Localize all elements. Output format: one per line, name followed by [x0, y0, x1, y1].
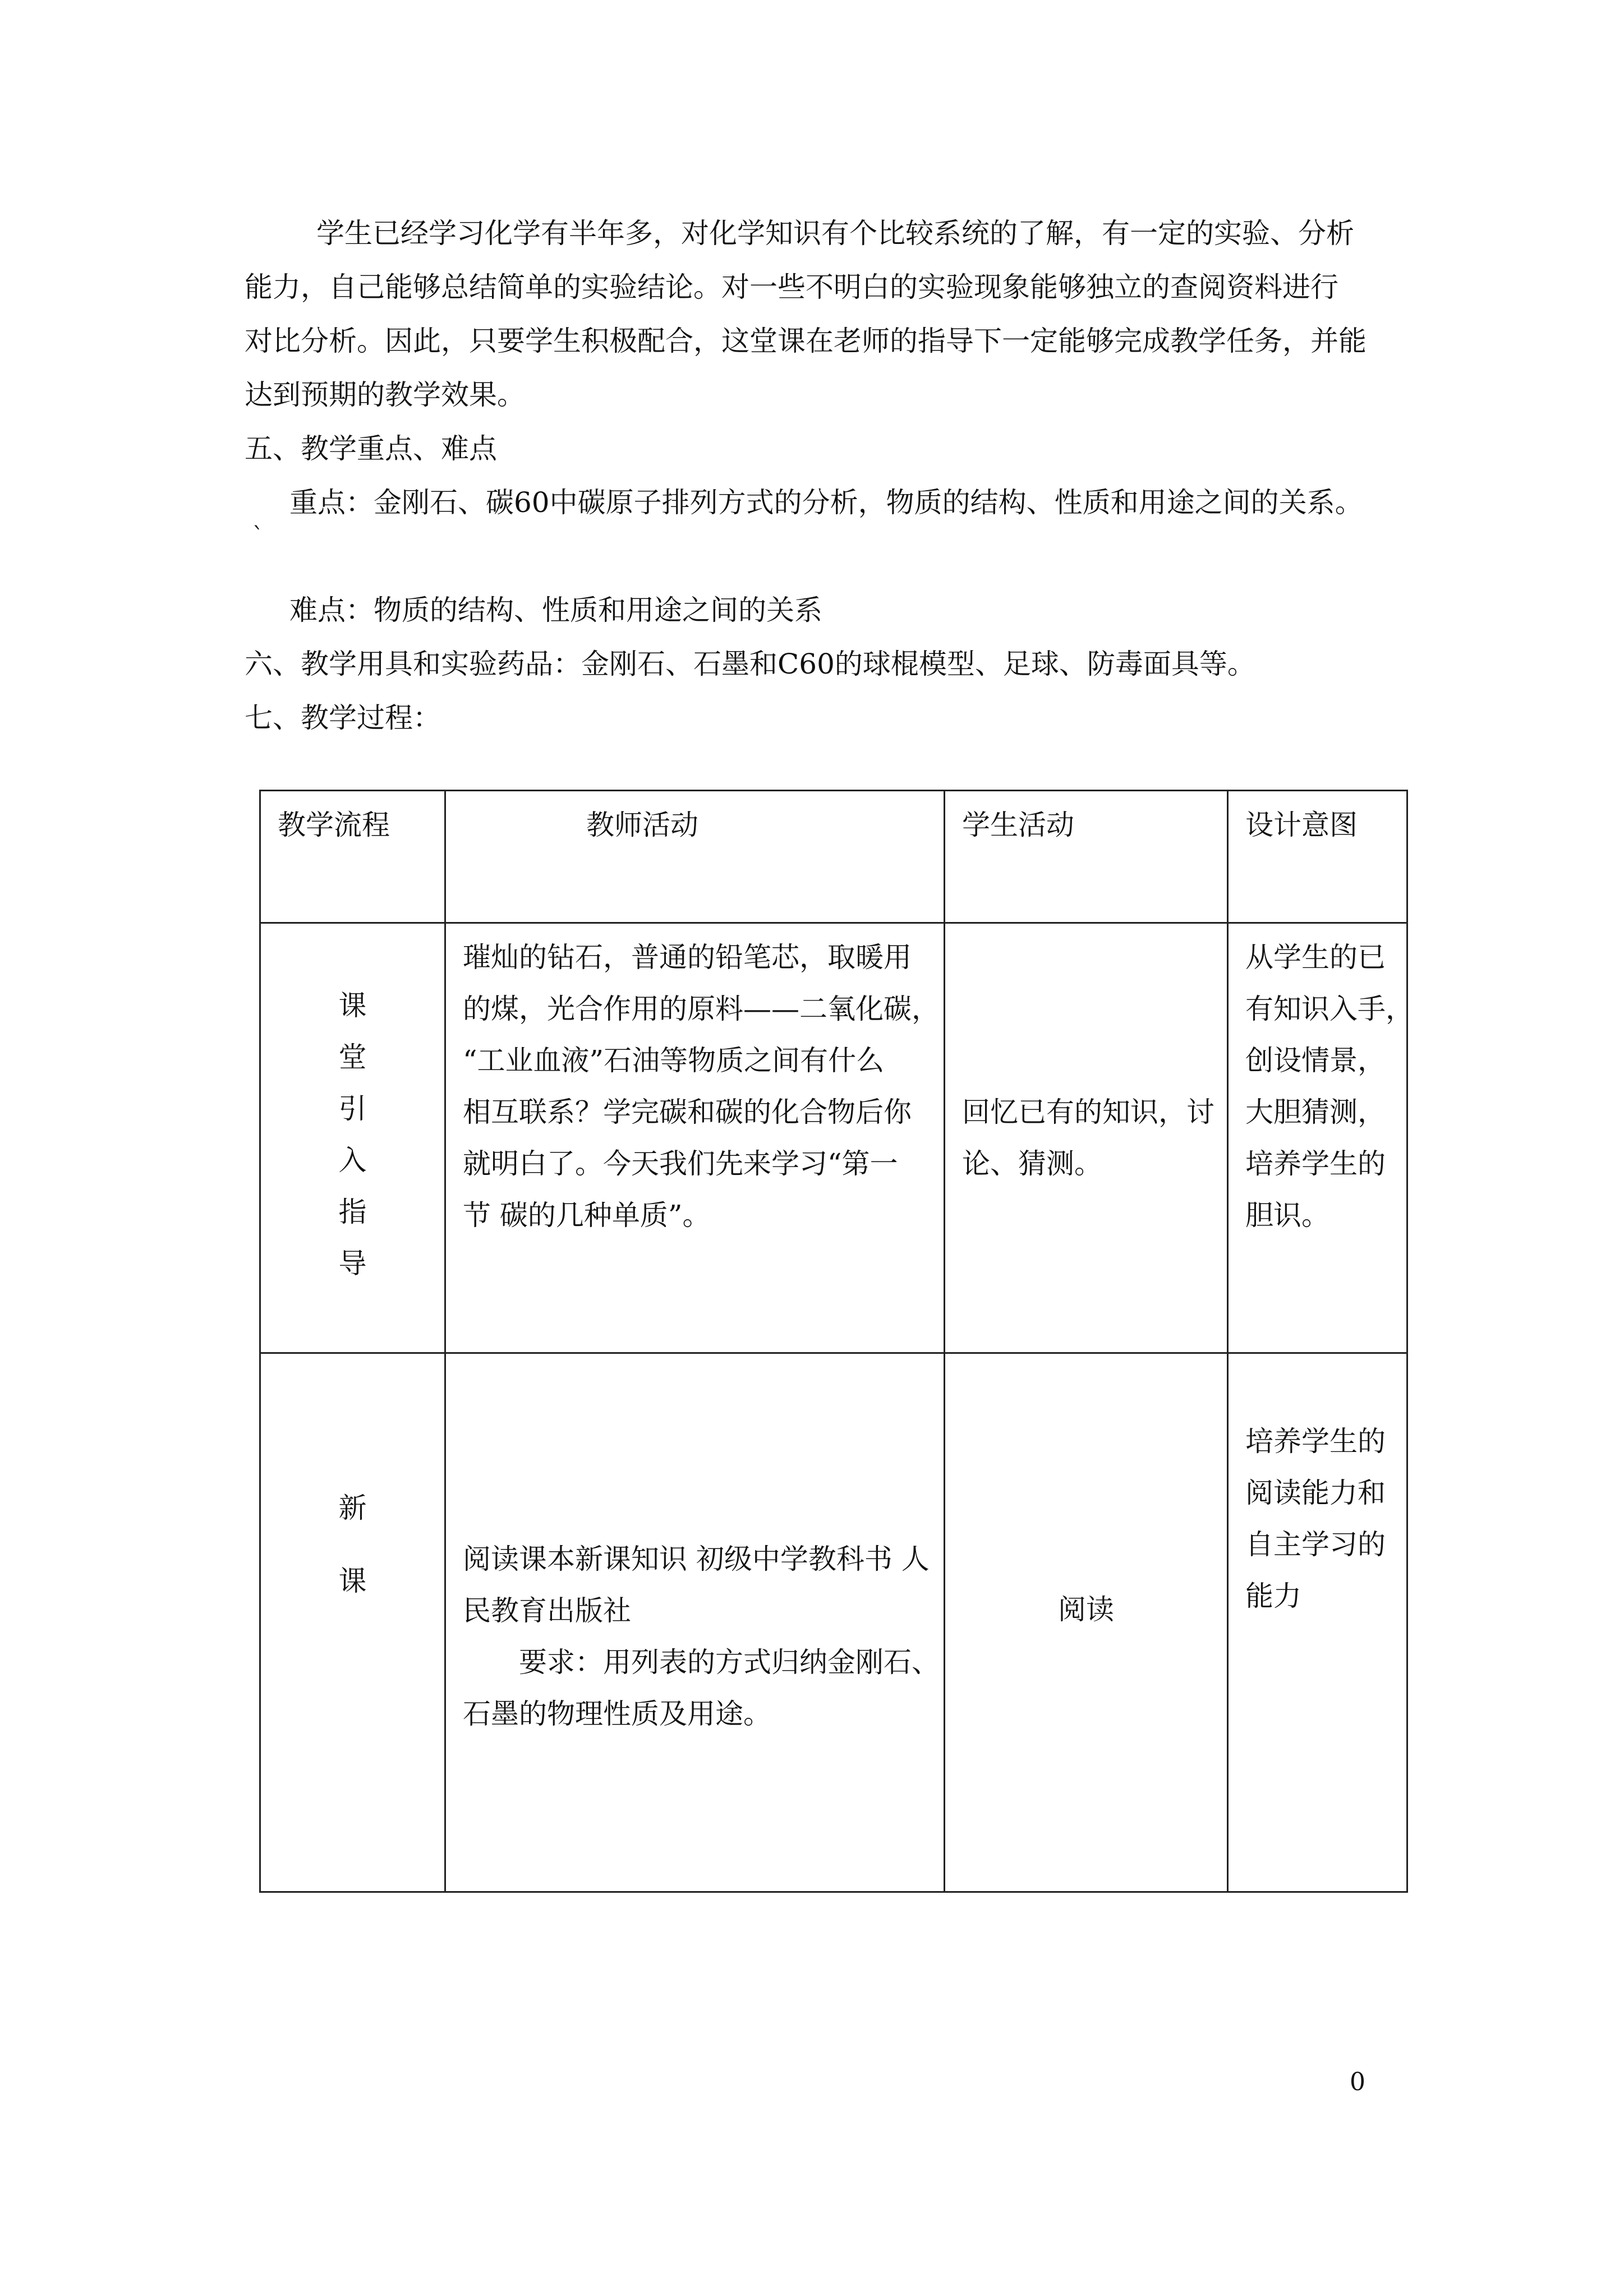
- intent-line: 大胆猜测，: [1245, 1096, 1386, 1128]
- header-flow: 教学流程: [260, 791, 445, 923]
- teacher-line: 阅读课本新课知识 初级中学教科书 人: [463, 1543, 930, 1575]
- intent-cell-intro: [1228, 923, 1414, 1353]
- flow-char: 堂: [338, 1041, 367, 1073]
- intent-cell-new-lesson: [1228, 1353, 1407, 1892]
- intent-line: 自主学习的: [1245, 1528, 1386, 1561]
- flow-char: 指: [338, 1196, 367, 1228]
- teacher-line: 的煤，光合作用的原料——二氧化碳，: [463, 993, 940, 1025]
- flow-char: 课: [338, 1565, 367, 1597]
- flow-char: 新: [338, 1492, 367, 1524]
- key-point-text: 重点：金刚石、碳60中碳原子排列方式的分析，物质的结构、性质和用途之间的关系。: [289, 486, 1363, 519]
- teacher-line: 节 碳的几种单质”。: [463, 1199, 711, 1232]
- teacher-line: 璀灿的钻石，普通的铅笔芯，取暖用: [463, 941, 912, 974]
- intro-paragraph: [245, 206, 1400, 422]
- stray-mark: `: [252, 523, 264, 549]
- teacher-line: 相互联系？学完碳和碳的化合物后你: [463, 1096, 912, 1128]
- intent-line: 创设情景，: [1245, 1044, 1386, 1077]
- intent-line: 有知识入手，: [1245, 993, 1414, 1025]
- intent-line: 培养学生的: [1245, 1425, 1386, 1458]
- section5-heading: 五、教学重点、难点: [245, 432, 497, 465]
- teacher-cell-new-lesson: [445, 1353, 945, 1892]
- table-header-row: [260, 791, 1407, 923]
- intro-line: 能力，自己能够总结简单的实验结论。对一些不明白的实验现象能够独立的查阅资料进行: [245, 271, 1338, 303]
- intent-line: 培养学生的: [1245, 1147, 1386, 1180]
- student-line: 论、猜测。: [962, 1147, 1102, 1180]
- teacher-cell-intro: [445, 923, 945, 1353]
- intent-line: 从学生的已: [1245, 941, 1386, 974]
- flow-char: 引: [338, 1092, 367, 1125]
- intro-line: 达到预期的教学效果。: [245, 379, 525, 411]
- teacher-line: “工业血液”石油等物质之间有什么: [463, 1044, 885, 1077]
- header-student: 学生活动: [945, 791, 1228, 923]
- teaching-process-table: [259, 790, 1414, 1893]
- intent-line: 能力: [1245, 1580, 1301, 1612]
- page-number: 0: [1350, 2068, 1365, 2096]
- intro-line: 对比分析。因此，只要学生积极配合，这堂课在老师的指导下一定能够完成教学任务，并能: [245, 325, 1367, 357]
- flow-cell-new-lesson: [260, 1353, 445, 1892]
- table-row: [260, 923, 1407, 1353]
- header-intent: 设计意图: [1228, 791, 1407, 923]
- teacher-line: 民教育出版社: [463, 1594, 631, 1627]
- student-line: 回忆已有的知识，讨: [962, 1096, 1214, 1128]
- section6-text: 六、教学用具和实验药品：金刚石、石墨和C60的球棍模型、足球、防毒面具等。: [245, 648, 1255, 680]
- header-teacher: 教师活动: [445, 791, 945, 923]
- teacher-requirement-line: 要求：用列表的方式归纳金刚石、: [519, 1646, 940, 1679]
- flow-char: 导: [338, 1247, 367, 1280]
- intent-line: 阅读能力和: [1245, 1477, 1386, 1509]
- flow-char: 课: [338, 989, 367, 1022]
- teacher-line: 就明白了。今天我们先来学习“第一: [463, 1147, 898, 1180]
- table-row: [260, 1353, 1407, 1892]
- intent-line: 胆识。: [1245, 1199, 1329, 1232]
- student-cell-new-lesson: 阅读: [945, 1353, 1228, 1892]
- flow-char: 入: [338, 1144, 367, 1177]
- difficulty-text: 难点：物质的结构、性质和用途之间的关系: [289, 594, 822, 626]
- teacher-requirement-line: 石墨的物理性质及用途。: [463, 1698, 771, 1730]
- intro-line: 学生已经学习化学有半年多，对化学知识有个比较系统的了解，有一定的实验、分析: [316, 217, 1354, 250]
- flow-cell-intro: [260, 923, 445, 1353]
- section7-heading: 七、教学过程：: [245, 702, 441, 734]
- student-cell-intro: [945, 923, 1228, 1353]
